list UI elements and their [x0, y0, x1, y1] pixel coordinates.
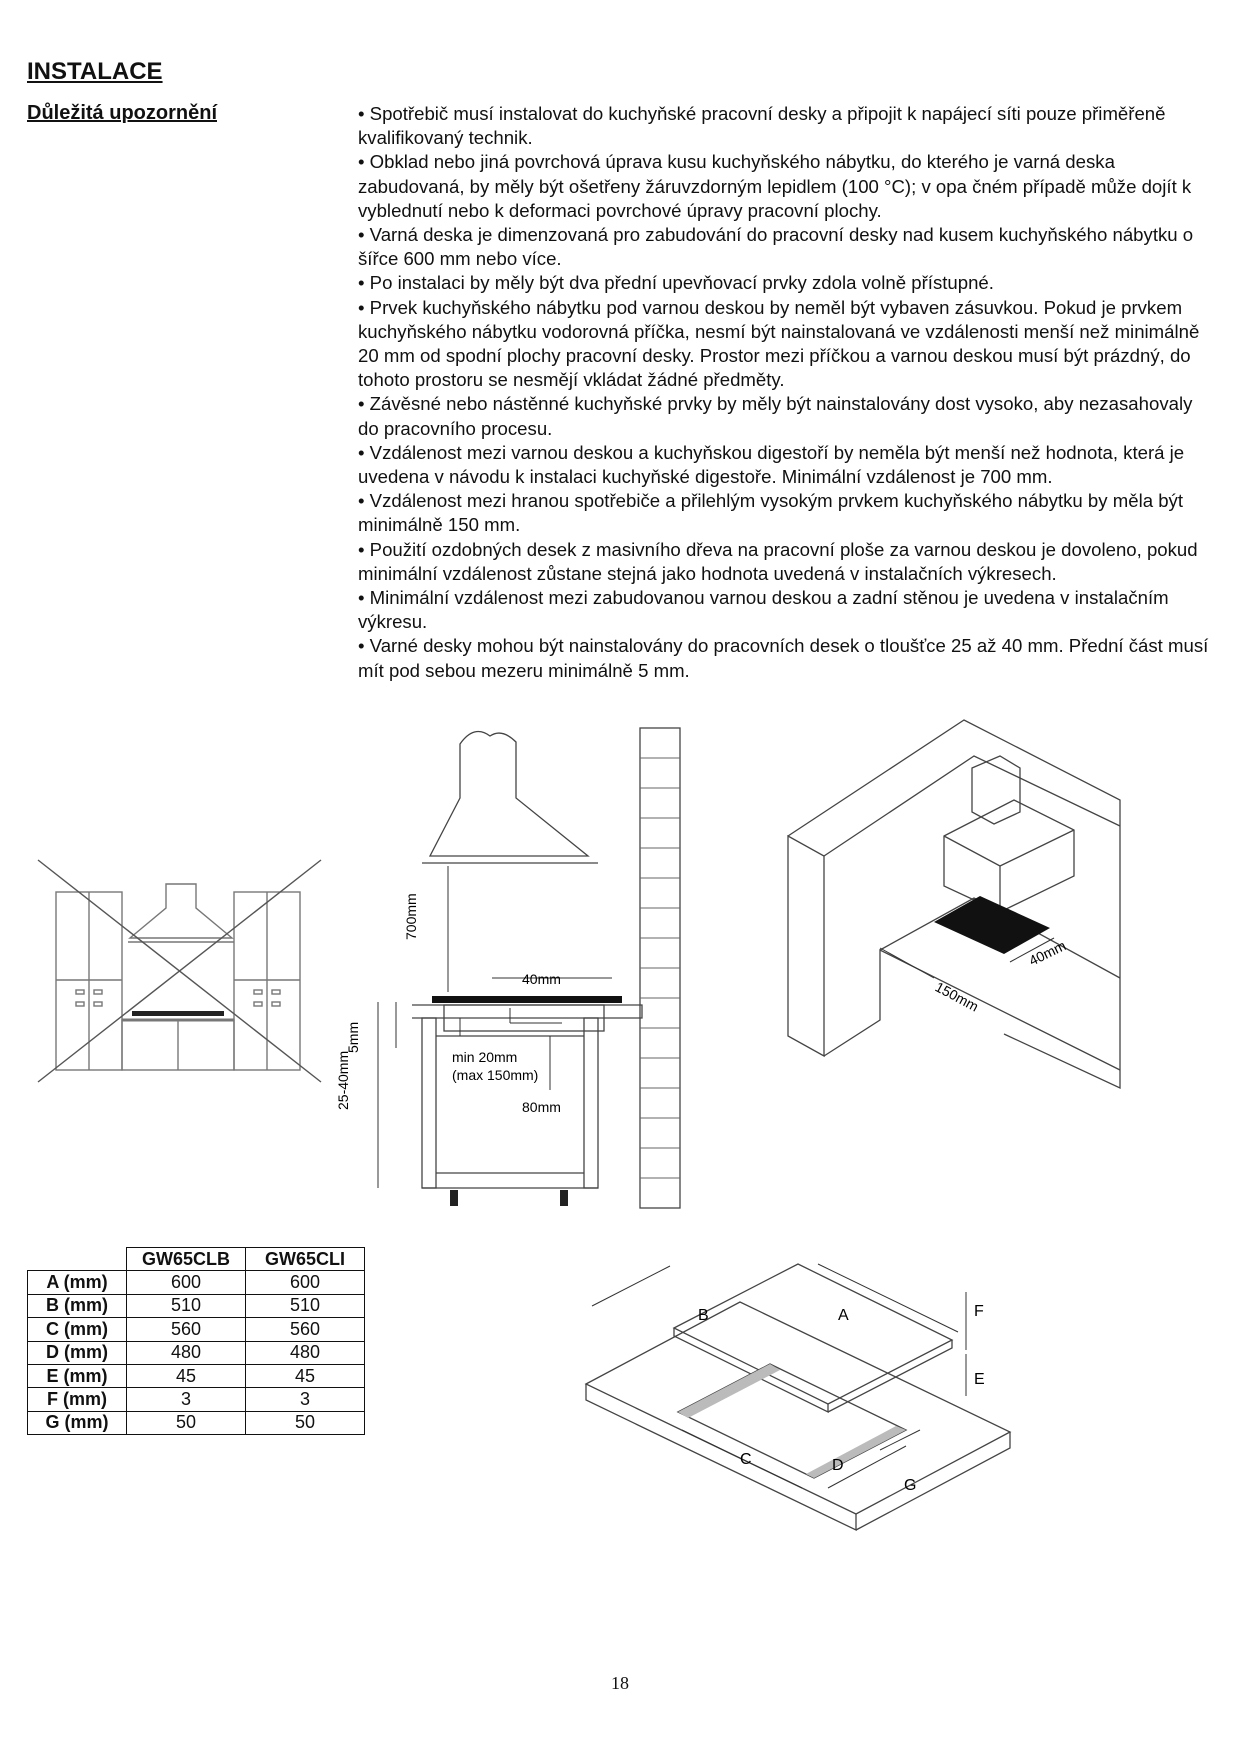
note-item: • Varná deska je dimenzovaná pro zabudování do pracovní desky nad kusem kuchyňského nábytku o šířce 600 mm nebo více. — [358, 224, 1194, 270]
table-cell: 480 — [127, 1341, 246, 1364]
table-cell: 45 — [127, 1364, 246, 1387]
dimension-table — [27, 1247, 365, 1435]
note-item: • Použití ozdobných desek z masivního dřeva na pracovní ploše za varnou deskou je dovoleno, pokud minimální vzdálenost zůstane stejná jako hodnota uvedená v instalačních výkresech. — [358, 538, 1198, 584]
row-label: C (mm) — [28, 1318, 127, 1341]
table-cell: 510 — [127, 1294, 246, 1317]
table-corner — [28, 1248, 127, 1271]
crossbar-min-label: min 20mm — [452, 1049, 518, 1065]
side-gap-label: 40mm — [522, 971, 561, 987]
note-item: • Prvek kuchyňského nábytku pod varnou deskou by neměl být vybaven zásuvkou. Pokud je prvkem kuchyňského nábytku vodorovná příčka, nesmí být nainstalovaná ve vzdálenosti menší než minimálně 20 mm od spodní plochy pracovní desky. Prostor mezi příčkou a varnou deskou musí být prázdný, do tohoto prostoru se nesmějí vkládat žádné předměty. — [358, 296, 1200, 391]
hood-distance-label: 700mm — [403, 893, 419, 940]
note-item: • Varné desky mohou být nainstalovány do pracovních desek o tloušťce 25 až 40 mm. Přední část musí mít pod sebou mezeru minimálně 5 mm. — [358, 635, 1209, 681]
label-f: F — [974, 1303, 984, 1320]
table-cell: 3 — [127, 1388, 246, 1411]
table-cell: 50 — [246, 1411, 365, 1434]
kitchen-corner-illustration — [784, 716, 1124, 1096]
table-row — [28, 1271, 365, 1294]
table-row — [28, 1294, 365, 1317]
note-item: • Vzdálenost mezi hranou spotřebiče a přilehlým vysokým prvkem kuchyňského nábytku by měla být minimálně 150 mm. — [358, 490, 1184, 536]
wall-clearance-label: 40mm — [1026, 937, 1069, 969]
row-label: D (mm) — [28, 1341, 127, 1364]
table-row — [28, 1388, 365, 1411]
subsection-title: Důležitá upozornění — [27, 102, 217, 124]
note-item: • Vzdálenost mezi varnou deskou a kuchyňskou digestoří by neměla být menší než hodnota, která je uvedena v návodu k instalaci kuchyňské digestoře. Minimální vzdálenost je 700 mm. — [358, 441, 1185, 488]
label-c: C — [740, 1451, 752, 1468]
side-clearance-label: 150mm — [932, 978, 982, 1015]
label-d: D — [832, 1457, 844, 1474]
table-row — [28, 1411, 365, 1434]
label-e: E — [974, 1371, 985, 1388]
model-header: GW65CLB — [127, 1248, 246, 1271]
table-row — [28, 1364, 365, 1387]
note-item: • Obklad nebo jiná povrchová úprava kusu kuchyňského nábytku, do kterého je varná deska zabudovaná, by měly být ošetřeny žáruvzdorným lepidlem (100 °C); v opa čném případě může dojít k vyblednutí nebo k deformaci povrchové úpravy pracovní plochy. — [358, 151, 1192, 221]
note-item: • Závěsné nebo nástěnné kuchyňské prvky by měly být nainstalovány dost vysoko, aby nezasahovaly do pracovního procesu. — [358, 393, 1193, 439]
label-b: B — [698, 1307, 709, 1324]
installation-notes — [358, 102, 1218, 683]
table-row — [28, 1341, 365, 1364]
section-title: INSTALACE — [27, 58, 163, 85]
rear-gap-label: 80mm — [522, 1099, 561, 1115]
model-header: GW65CLI — [246, 1248, 365, 1271]
table-header-row — [28, 1248, 365, 1271]
table-cell: 480 — [246, 1341, 365, 1364]
table-cell: 600 — [127, 1271, 246, 1294]
label-g: G — [904, 1477, 917, 1494]
crossbar-max-label: (max 150mm) — [452, 1067, 539, 1083]
row-label: F (mm) — [28, 1388, 127, 1411]
cutout-diagram — [580, 1236, 1020, 1606]
row-label: A (mm) — [28, 1271, 127, 1294]
row-label: E (mm) — [28, 1364, 127, 1387]
row-label: G (mm) — [28, 1411, 127, 1434]
table-cell: 50 — [127, 1411, 246, 1434]
table-cell: 560 — [246, 1318, 365, 1341]
note-item: • Po instalaci by měly být dva přední upevňovací prvky zdola volně přístupné. — [358, 272, 994, 294]
note-item: • Spotřebič musí instalovat do kuchyňské pracovní desky a připojit k napájecí síti pouze přiměřeně kvalifikovaný technik. — [358, 103, 1166, 149]
table-cell: 45 — [246, 1364, 365, 1387]
note-item: • Minimální vzdálenost mezi zabudovanou varnou deskou a zadní stěnou je uvedena v instalačním výkresu. — [358, 587, 1169, 633]
table-cell: 510 — [246, 1294, 365, 1317]
thickness-label: 25-40mm — [335, 1050, 351, 1110]
row-label: B (mm) — [28, 1294, 127, 1317]
table-cell: 3 — [246, 1388, 365, 1411]
wrong-installation-illustration — [36, 860, 326, 1090]
page-number: 18 — [611, 1673, 629, 1693]
table-row — [28, 1318, 365, 1341]
section-view-diagram — [335, 718, 692, 1218]
front-gap-label: 5mm — [345, 1021, 361, 1053]
table-cell: 600 — [246, 1271, 365, 1294]
label-a: A — [838, 1307, 849, 1324]
table-cell: 560 — [127, 1318, 246, 1341]
